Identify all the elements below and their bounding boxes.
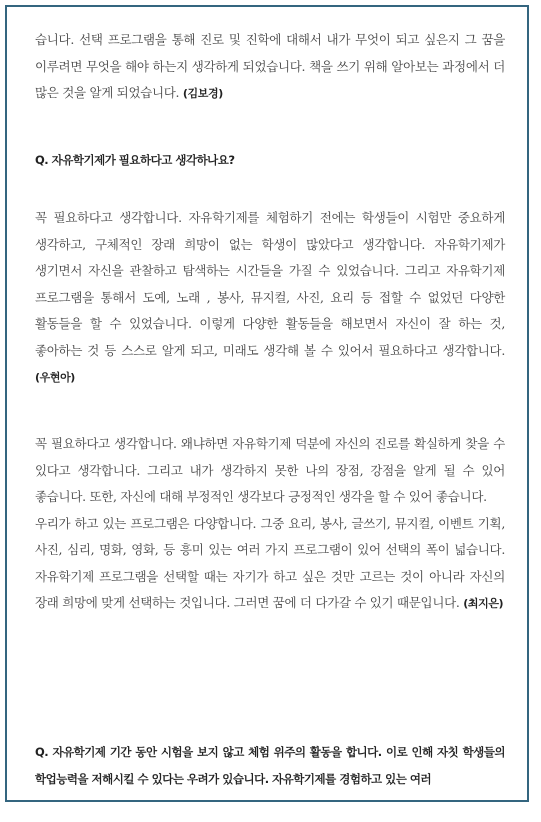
author-signature: (김보경) — [182, 87, 223, 100]
author-signature: (최지은) — [463, 597, 504, 610]
answer-paragraph-3 — [35, 431, 505, 618]
answer-text: 꼭 필요하다고 생각합니다. 자유학기제를 체험하기 전에는 학생들이 시험만 중요하게 생각하고, 구체적인 장래 희망이 없는 학생이 많았다고 생각합니다. 자유학기제가 생기면서 자신을 관찰하고 탐색하는 시간들을 가질 수 있었습니다. 그리고 자유학기제 프로그램을 통해서 도예, 노래 , 봉사, 뮤지컬, 사진, 요리 등 접할 수 없었던 다양한 활동들을 할 수 있었습니다. 이렇게 다양한 활동들을 해보면서 자신이 잘 하는 것, 좋아하는 것 등 스스로 알게 되고, 미래도 생각해 볼 수 있어서 필요하다고 생각합니다. — [35, 210, 505, 358]
answer-text: 꼭 필요하다고 생각합니다. 왜냐하면 자유학기제 덕분에 자신의 진로를 확실하게 찾을 수 있다고 생각합니다. 그리고 내가 생각하지 못한 나의 장점, 강점을 알게 될 수 있어 좋습니다. 또한, 자신에 대해 부정적인 생각보다 긍정적인 생각을 할 수 있어 좋습니다. — [35, 436, 505, 504]
author-signature: (우현아) — [35, 371, 75, 384]
question-heading-2: Q. 자유학기제 기간 동안 시험을 보지 않고 체험 위주의 활동을 합니다. 이로 인해 자칫 학생들의 학업능력을 저해시킬 수 있다는 우려가 있습니다. 자유학기제를 경험하고 있는 여러 — [35, 745, 505, 786]
answer-text: 습니다. 선택 프로그램을 통해 진로 및 진학에 대해서 내가 무엇이 되고 싶은지 그 꿈을 이루려면 무엇을 해야 하는지 생각하게 되었습니다. 책을 쓰기 위해 알아보는 과정에서 더 많은 것을 알게 되었습니다. — [35, 32, 505, 100]
article-frame — [5, 5, 529, 802]
question-heading-1: Q. 자유학기제가 필요하다고 생각하나요? — [35, 153, 235, 167]
answer-paragraph-1 — [35, 27, 505, 108]
answer-paragraph-2 — [35, 205, 505, 392]
answer-text-continued: 우리가 하고 있는 프로그램은 다양합니다. 그중 요리, 봉사, 글쓰기, 뮤지컬, 이벤트 기획, 사진, 심리, 명화, 영화, 등 흥미 있는 여러 가지 프로그램이 있어 선택의 폭이 넓습니다. 자유학기제 프로그램을 선택할 때는 자기가 하고 싶은 것만 고르는 것이 아니라 자신의 장래 희망에 맞게 선택하는 것입니다. 그러면 꿈에 더 다가갈 수 있기 때문입니다. — [35, 515, 505, 610]
